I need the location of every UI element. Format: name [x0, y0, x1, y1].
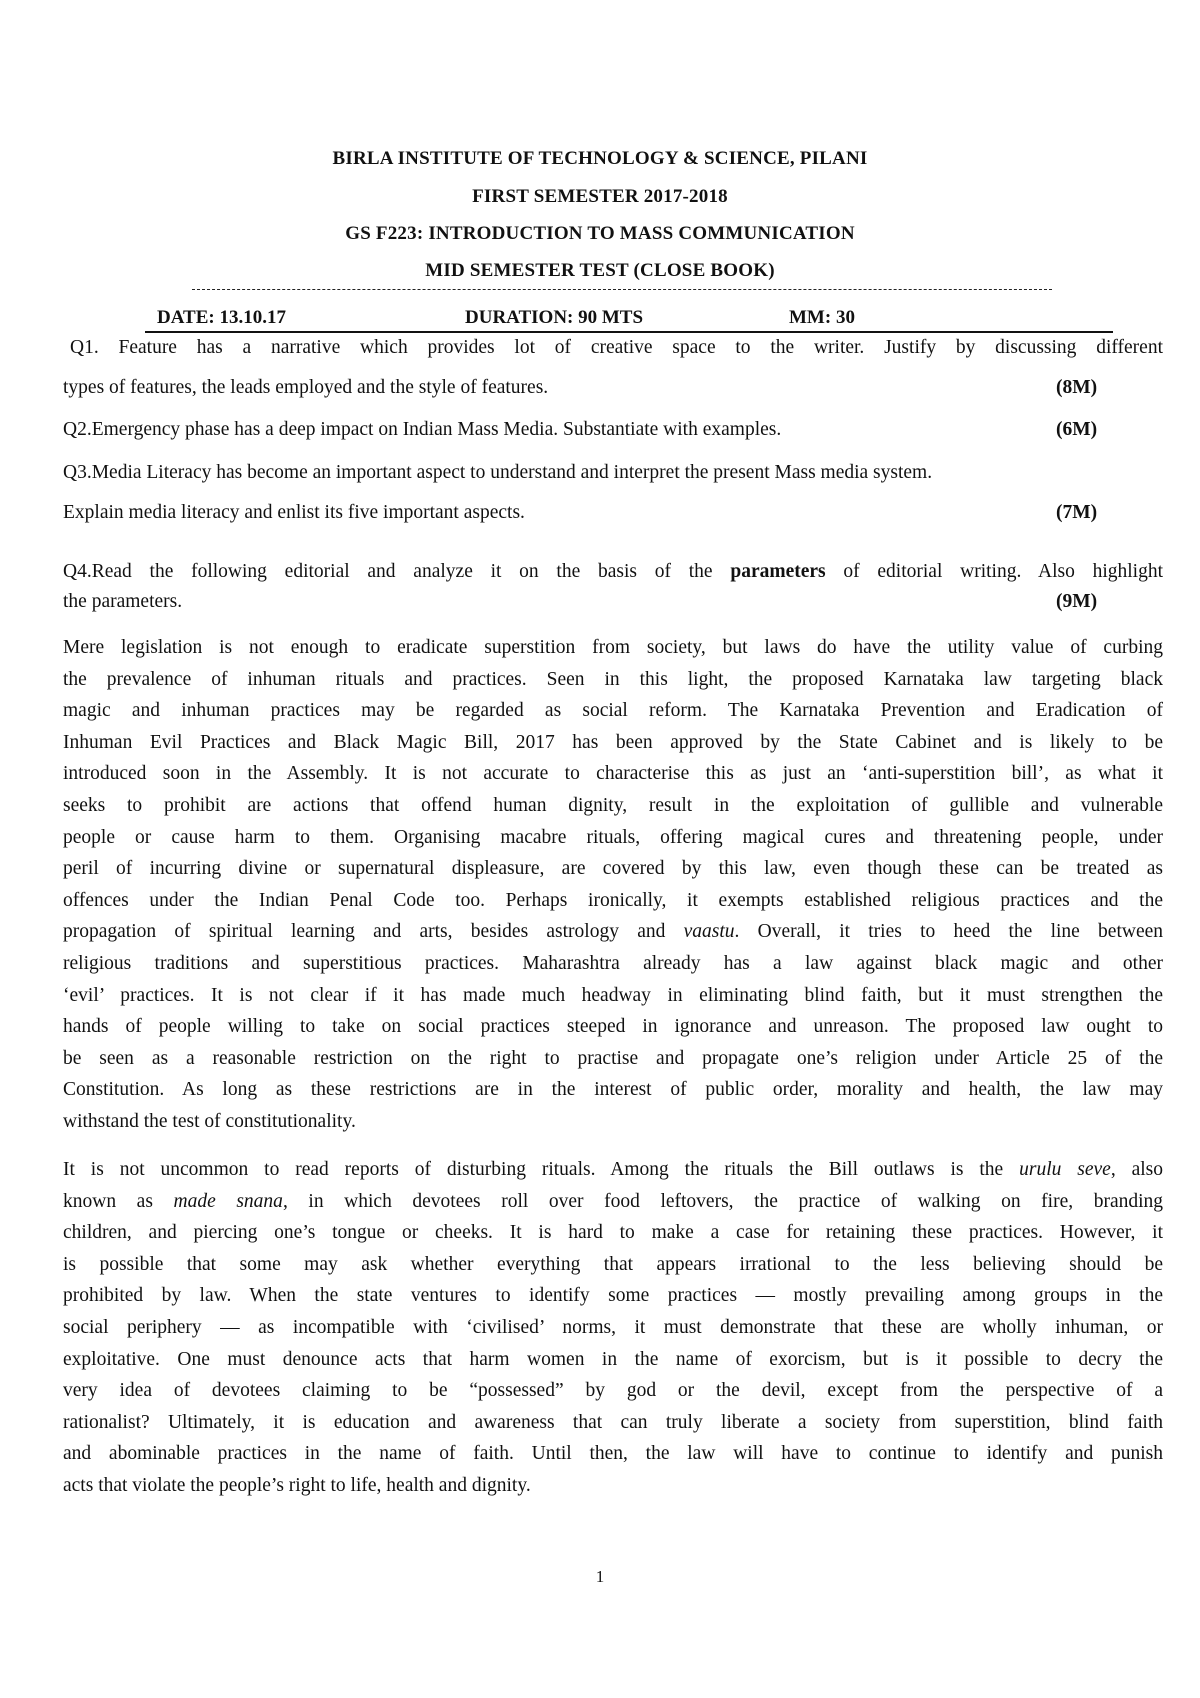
editorial-line-with-italic — [63, 1186, 1163, 1218]
editorial-line: rationalist? Ultimately, it is education and awareness that can truly liberate a society from superstition, blind faith — [63, 1411, 1163, 1433]
editorial-line-with-italic — [63, 916, 1163, 948]
question-4-marks: (9M) — [1056, 591, 1098, 612]
editorial-line: Mere legislation is not enough to eradicate superstition from society, but laws do have the utility value of curbing — [63, 637, 1163, 658]
exam-date: DATE: 13.10.17 — [157, 307, 286, 328]
editorial-line: prohibited by law. When the state ventures to identify some practices — mostly prevailing among groups in the — [63, 1285, 1163, 1307]
page-number: 1 — [595, 1567, 605, 1586]
question-4-text-a: Q4.Read the following editorial and analyze it on the basis of the — [63, 561, 731, 582]
question-1-marks: (8M) — [1056, 377, 1098, 398]
editorial-line: acts that violate the people’s right to life, health and dignity. — [63, 1474, 531, 1496]
question-3-line-2: Explain media literacy and enlist its five important aspects. — [63, 502, 525, 523]
editorial-text: It is not uncommon to read reports of disturbing rituals. Among the rituals the Bill outlaws is the — [63, 1159, 1020, 1180]
editorial-line: be seen as a reasonable restriction on the right to practise and propagate one’s religion under Article 25 of the — [63, 1047, 1163, 1069]
editorial-line: social periphery — as incompatible with ‘civilised’ norms, it must demonstrate that these are wholly inhuman, or — [63, 1316, 1163, 1338]
editorial-paragraph-1 — [63, 632, 1163, 1138]
editorial-text: propagation of spiritual learning and arts, besides astrology and — [63, 921, 684, 943]
editorial-line: the prevalence of inhuman rituals and practices. Seen in this light, the proposed Karnataka law targeting black — [63, 668, 1163, 690]
question-1-line-1: Q1. Feature has a narrative which provides lot of creative space to the writer. Justify by discussing different — [70, 337, 1163, 358]
editorial-line: is possible that some may ask whether everything that appears irrational to the less believing should be — [63, 1253, 1163, 1275]
editorial-paragraph-2 — [63, 1154, 1163, 1502]
question-3-line-1: Q3.Media Literacy has become an important aspect to understand and interpret the present Mass media system. — [63, 462, 933, 483]
editorial-line: offences under the Indian Penal Code too. Perhaps ironically, it exempts established religious practices and the — [63, 889, 1163, 911]
editorial-line: and abominable practices in the name of faith. Until then, the law will have to continue to identify and punish — [63, 1443, 1163, 1465]
editorial-text: , in which devotees roll over food leftovers, the practice of walking on fire, branding — [282, 1190, 1164, 1212]
semester-title: FIRST SEMESTER 2017-2018 — [472, 186, 728, 207]
editorial-line: religious traditions and superstitious practices. Maharashtra already has a law against black magic and other — [63, 952, 1163, 974]
exam-duration: DURATION: 90 MTS — [465, 307, 644, 328]
editorial-line: magic and inhuman practices may be regarded as social reform. The Karnataka Prevention and Eradication of — [63, 700, 1163, 722]
institute-title: BIRLA INSTITUTE OF TECHNOLOGY & SCIENCE, PILANI — [332, 148, 868, 169]
editorial-line: withstand the test of constitutionality. — [63, 1110, 356, 1132]
editorial-line: hands of people willing to take on social practices steeped in ignorance and unreason. The proposed law ought to — [63, 1016, 1163, 1038]
editorial-line: Inhuman Evil Practices and Black Magic Bill, 2017 has been approved by the State Cabinet and is likely to be — [63, 731, 1163, 753]
dashed-divider — [192, 289, 1052, 290]
editorial-line: introduced soon in the Assembly. It is not accurate to characterise this as just an ‘anti-superstition bill’, as what it — [63, 763, 1163, 785]
course-title: GS F223: INTRODUCTION TO MASS COMMUNICATION — [345, 223, 855, 244]
editorial-italic-term: vaastu — [683, 921, 735, 943]
editorial-line: seeks to prohibit are actions that offend human dignity, result in the exploitation of gullible and vulnerable — [63, 794, 1163, 816]
editorial-text: known as — [63, 1190, 174, 1212]
question-2-line-1: Q2.Emergency phase has a deep impact on Indian Mass Media. Substantiate with examples. — [63, 419, 782, 440]
editorial-line: exploitative. One must denounce acts that harm women in the name of exorcism, but is it possible to decry the — [63, 1348, 1163, 1370]
question-4-text-b: of editorial writing. Also highlight — [825, 561, 1164, 582]
question-2-marks: (6M) — [1056, 419, 1098, 440]
editorial-line: very idea of devotees claiming to be “possessed” by god or the devil, except from the perspective of a — [63, 1380, 1163, 1402]
question-3-marks: (7M) — [1056, 502, 1098, 523]
exam-meta-row — [145, 307, 1113, 333]
editorial-text: , also — [1110, 1159, 1164, 1180]
question-4-keyword: parameters — [730, 561, 826, 582]
question-4-line-1 — [63, 560, 1163, 584]
editorial-italic-term: made snana — [173, 1190, 283, 1212]
editorial-line: children, and piercing one’s tongue or cheeks. It is hard to make a case for retaining these practices. However, it — [63, 1222, 1163, 1244]
editorial-line: people or cause harm to them. Organising macabre rituals, offering magical cures and threatening people, under — [63, 826, 1163, 848]
editorial-line-with-italic — [63, 1154, 1163, 1186]
exam-title: MID SEMESTER TEST (CLOSE BOOK) — [425, 260, 775, 281]
exam-max-marks: MM: 30 — [789, 307, 855, 328]
editorial-text: . Overall, it tries to heed the line between — [734, 921, 1164, 943]
question-4-line-2: the parameters. — [63, 591, 183, 612]
editorial-line: peril of incurring divine or supernatural displeasure, are covered by this law, even though these can be treated as — [63, 858, 1163, 880]
editorial-line: ‘evil’ practices. It is not clear if it has made much headway in eliminating blind faith, but it must strengthen the — [63, 984, 1163, 1006]
question-1-line-2: types of features, the leads employed and the style of features. — [63, 377, 549, 398]
editorial-italic-term: urulu seve — [1019, 1159, 1111, 1180]
editorial-line: Constitution. As long as these restrictions are in the interest of public order, morality and health, the law may — [63, 1079, 1163, 1101]
